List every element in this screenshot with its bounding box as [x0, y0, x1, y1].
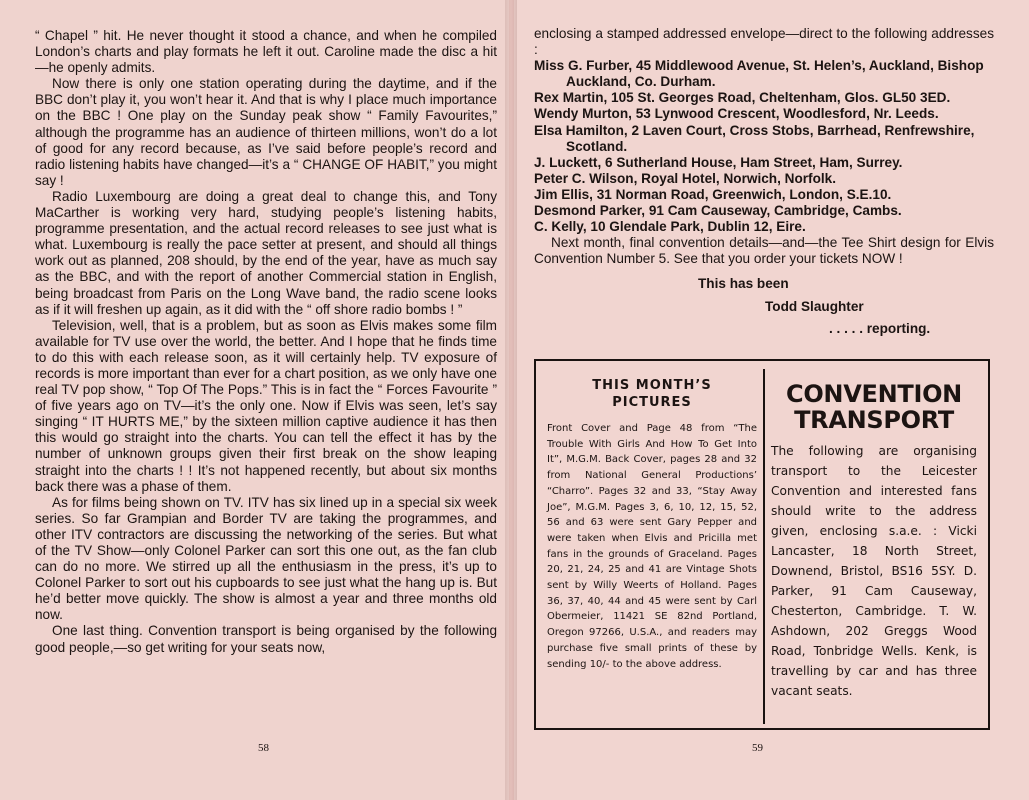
- transport-title-line-2: TRANSPORT: [794, 406, 954, 434]
- left-page-article: [35, 28, 497, 656]
- pictures-credits-text: Front Cover and Page 48 from “The Trouble With Girls And How To Get Into It”, M.G.M. Back Cover, pages 28 and 32 from National General Productions’ “Charro”. Pages 32 and 33, “Stay Away Joe”, M.G.M. Pages 3, 6, 10, 12, 15, 52, 56 and 63 were sent Gary Pepper and were taken when Elvis and Pricilla met fans in the grounds of Graceland. Pages 20, 21, 24, 25 and 41 are Vintage Shots sent by Willy Weerts of Holland. Pages 36, 37, 40, 44 and 45 were sent by Carl Obermeier, 11421 SE 82nd Portland, Oregon 97266, U.S.A., and readers may purchase five small prints of these by sending 10/- to the above address.: [547, 423, 757, 670]
- transport-title: [771, 381, 977, 433]
- right-page-article: [534, 26, 994, 337]
- box-divider: [763, 369, 765, 724]
- article-paragraph: Radio Luxembourg are doing a great deal to change this, and Tony MaCarther is working very hard, studying people’s listening habits, programme presentation, and the actual record releases to see just what is what. Luxembourg is really the pace setter at present, and should all things work out as planned, 208 should, by the end of the year, have as much say as the BBC, and with the report of another Commercial station in English, being broadcast from Paris on the Long Wave band, the radio scene looks as if it will freshen up again, as it did with the “ off shore radio bombs ! ”: [35, 188, 497, 317]
- right-page-number: 59: [752, 742, 763, 754]
- address-entry: Rex Martin, 105 St. Georges Road, Cheltenham, Glos. GL50 3ED.: [534, 90, 951, 106]
- address-entry: Miss G. Furber, 45 Middlewood Avenue, St. Helen’s, Auckland, Bishop Auckland, Co. Durham.: [534, 58, 984, 90]
- pictures-credits-box: [547, 377, 757, 672]
- addresses-intro: enclosing a stamped addressed envelope—direct to the following addresses :: [534, 26, 994, 58]
- page-gutter: [505, 0, 517, 800]
- article-paragraph: Now there is only one station operating during the daytime, and if the BBC don’t play it, you won’t hear it. And that is why I place much importance on the BBC ! One play on the Sunday peak show “ Family Favourites,” although the programme has an audience of thirteen millions, won’t do a lot of good for any record because, as I’ve said before people’s record and radio listening habits have changed—it’s a “ CHANGE OF HABIT,” you might say !: [35, 76, 497, 188]
- address-entry: Desmond Parker, 91 Cam Causeway, Cambridge, Cambs.: [534, 203, 902, 219]
- article-paragraph: “ Chapel ” hit. He never thought it stood a chance, and when he compiled London’s charts and play formats he left it out. Caroline made the disc a hit—he openly admits.: [35, 28, 497, 76]
- address-entry: Peter C. Wilson, Royal Hotel, Norwich, Norfolk.: [534, 170, 837, 186]
- closing-paragraph: Next month, final convention details—and—the Tee Shirt design for Elvis Convention Number 5. See that you order your tickets NOW !: [534, 235, 994, 267]
- pictures-title: [547, 377, 757, 411]
- signoff-line-1: This has been: [698, 276, 789, 292]
- address-entry: C. Kelly, 10 Glendale Park, Dublin 12, Eire.: [534, 219, 806, 235]
- info-box: [534, 359, 990, 730]
- signoff-author: Todd Slaughter: [765, 298, 864, 314]
- pictures-title-line-1: THIS MONTH’S: [592, 378, 712, 393]
- convention-transport-box: [771, 381, 977, 701]
- left-page-number: 58: [258, 742, 269, 754]
- address-entry: Jim Ellis, 31 Norman Road, Greenwich, London, S.E.10.: [534, 186, 892, 202]
- transport-title-line-1: CONVENTION: [786, 380, 962, 408]
- article-paragraph: As for films being shown on TV. ITV has six lined up in a special six week series. So far Grampian and Border TV are taking the programmes, and other ITV contractors are discussing the networking of the series. But what of the TV Show—only Colonel Parker can sort this one out, as the fan club can do no more. We stirred up all the enthusiasm in the press, it’s up to Colonel Parker to sort out his cupboards to see just what the hang up is. But he’d better move quickly. The show is almost a year and three months old now.: [35, 494, 497, 623]
- pictures-title-line-2: PICTURES: [612, 395, 692, 410]
- address-entry: J. Luckett, 6 Sutherland House, Ham Street, Ham, Surrey.: [534, 154, 903, 170]
- address-entry: Elsa Hamilton, 2 Laven Court, Cross Stobs, Barrhead, Renfrewshire, Scotland.: [534, 122, 975, 154]
- transport-text: The following are organising transport to the Leicester Convention and interested fans should write to the address given, enclosing s.a.e. : Vicki Lancaster, 18 North Street, Downend, Bristol, BS16 5SY. D. Parker, 91 Cam Causeway, Chesterton, Cambridge. T. W. Ashdown, 202 Greggs Wood Road, Tonbridge Wells. Kenk, is travelling by car and has three vacant seats.: [771, 444, 977, 698]
- article-paragraph: Television, well, that is a problem, but as soon as Elvis makes some film available for TV use over the world, the better. And I hope that he finds time to do this with each release soon, as it will certainly help. TV exposure of records is more important than ever for a chart position, as we only have one real TV pop show, “ Top Of The Pops.” This is in fact the “ Forces Favourite ” of five years ago on TV—it’s the only one. Now if Elvis was seen, let’s say singing “ IT HURTS ME,” by the sixteen million captive audience it has then this would go straight into the charts. You can tell the effect it has by the number of unknown groups given their first break on the show leaping straight into the charts ! ! It’s not happened recently, but about six months back there was a phase of them.: [35, 317, 497, 494]
- signoff-reporting: . . . . . reporting.: [829, 320, 931, 336]
- address-entry: Wendy Murton, 53 Lynwood Crescent, Woodlesford, Nr. Leeds.: [534, 106, 939, 122]
- article-paragraph: One last thing. Convention transport is being organised by the following good people,—so get writing for your seats now,: [35, 623, 497, 655]
